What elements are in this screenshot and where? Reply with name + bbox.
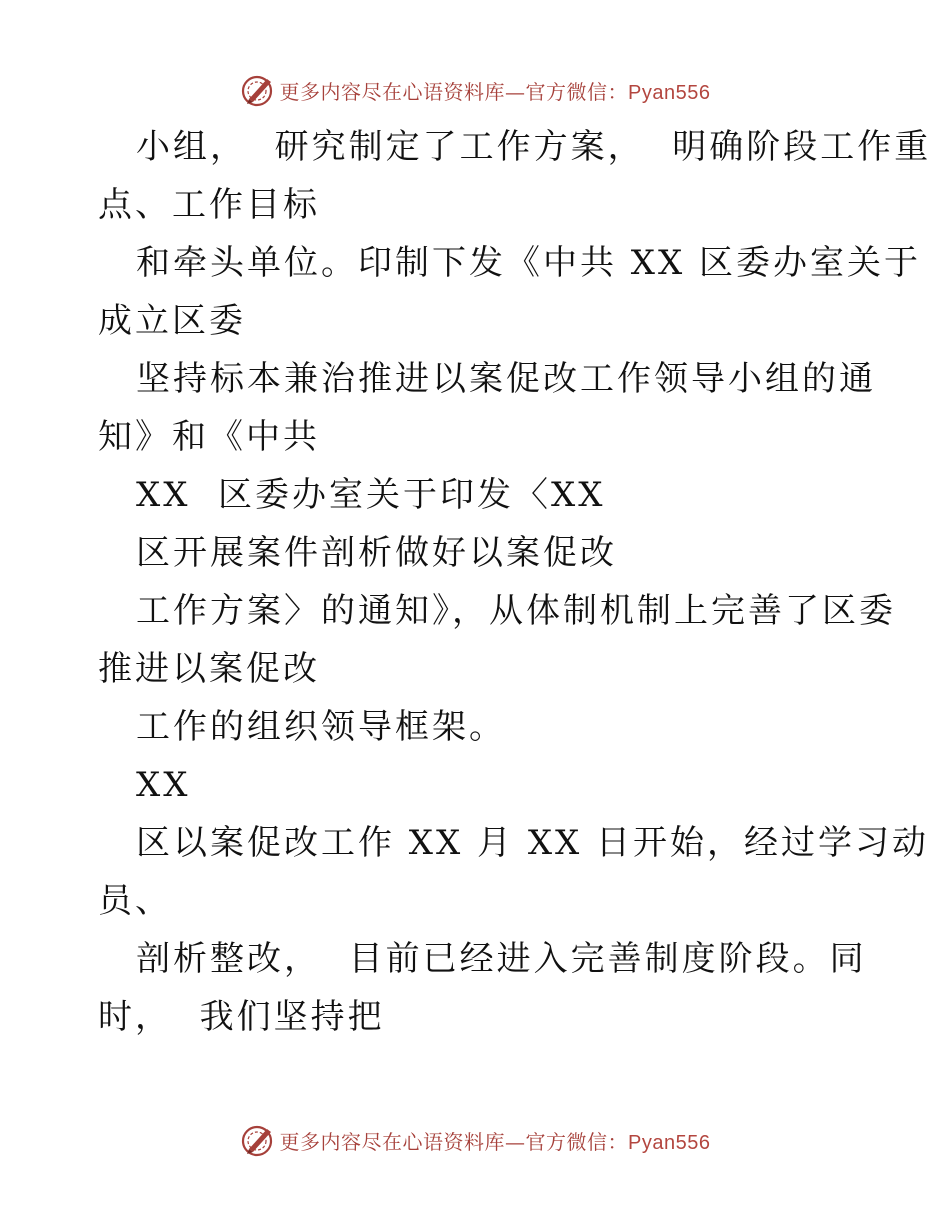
text-line: XX 区委办室关于印发〈XX — [136, 475, 606, 515]
text-line: 工作的组织领导框架。 — [136, 707, 506, 747]
header-watermark — [0, 68, 950, 112]
text-line: 点、工作目标 — [98, 185, 320, 225]
pen-seal-icon — [240, 1122, 276, 1158]
watermark-text — [280, 76, 711, 105]
text-line: 工作方案〉的通知》，从体制机制上完善了区委 — [136, 591, 896, 631]
text-line: 时， 我们坚持把 — [98, 997, 385, 1037]
text-line: 成立区委 — [98, 301, 246, 341]
pen-seal-icon — [240, 72, 276, 108]
text-line: 区开展案件剖析做好以案促改 — [136, 533, 617, 573]
text-line: 员、 — [98, 881, 172, 921]
wechat-id: Pyan556 — [628, 81, 711, 104]
text-line: 区以案促改工作 XX 月 XX 日开始，经过学习动 — [136, 823, 930, 863]
text-line: 和牵头单位。印制下发《中共 XX 区委办室关于 — [136, 243, 922, 283]
watermark-label: 更多内容尽在心语资料库—官方微信： — [279, 79, 629, 104]
wechat-id: Pyan556 — [628, 1131, 711, 1154]
text-line: 小组， 研究制定了工作方案， 明确阶段工作重 — [136, 127, 932, 167]
text-line: 剖析整改， 目前已经进入完善制度阶段。同 — [136, 939, 867, 979]
text-line: 坚持标本兼治推进以案促改工作领导小组的通 — [136, 359, 876, 399]
text-line: 推进以案促改 — [98, 649, 320, 689]
watermark-label: 更多内容尽在心语资料库—官方微信： — [279, 1129, 629, 1154]
document-body — [98, 118, 932, 1046]
text-line: 知》和《中共 — [98, 417, 320, 457]
text-line: XX — [136, 765, 191, 805]
footer-watermark — [0, 1118, 950, 1162]
watermark-text — [280, 1126, 711, 1155]
